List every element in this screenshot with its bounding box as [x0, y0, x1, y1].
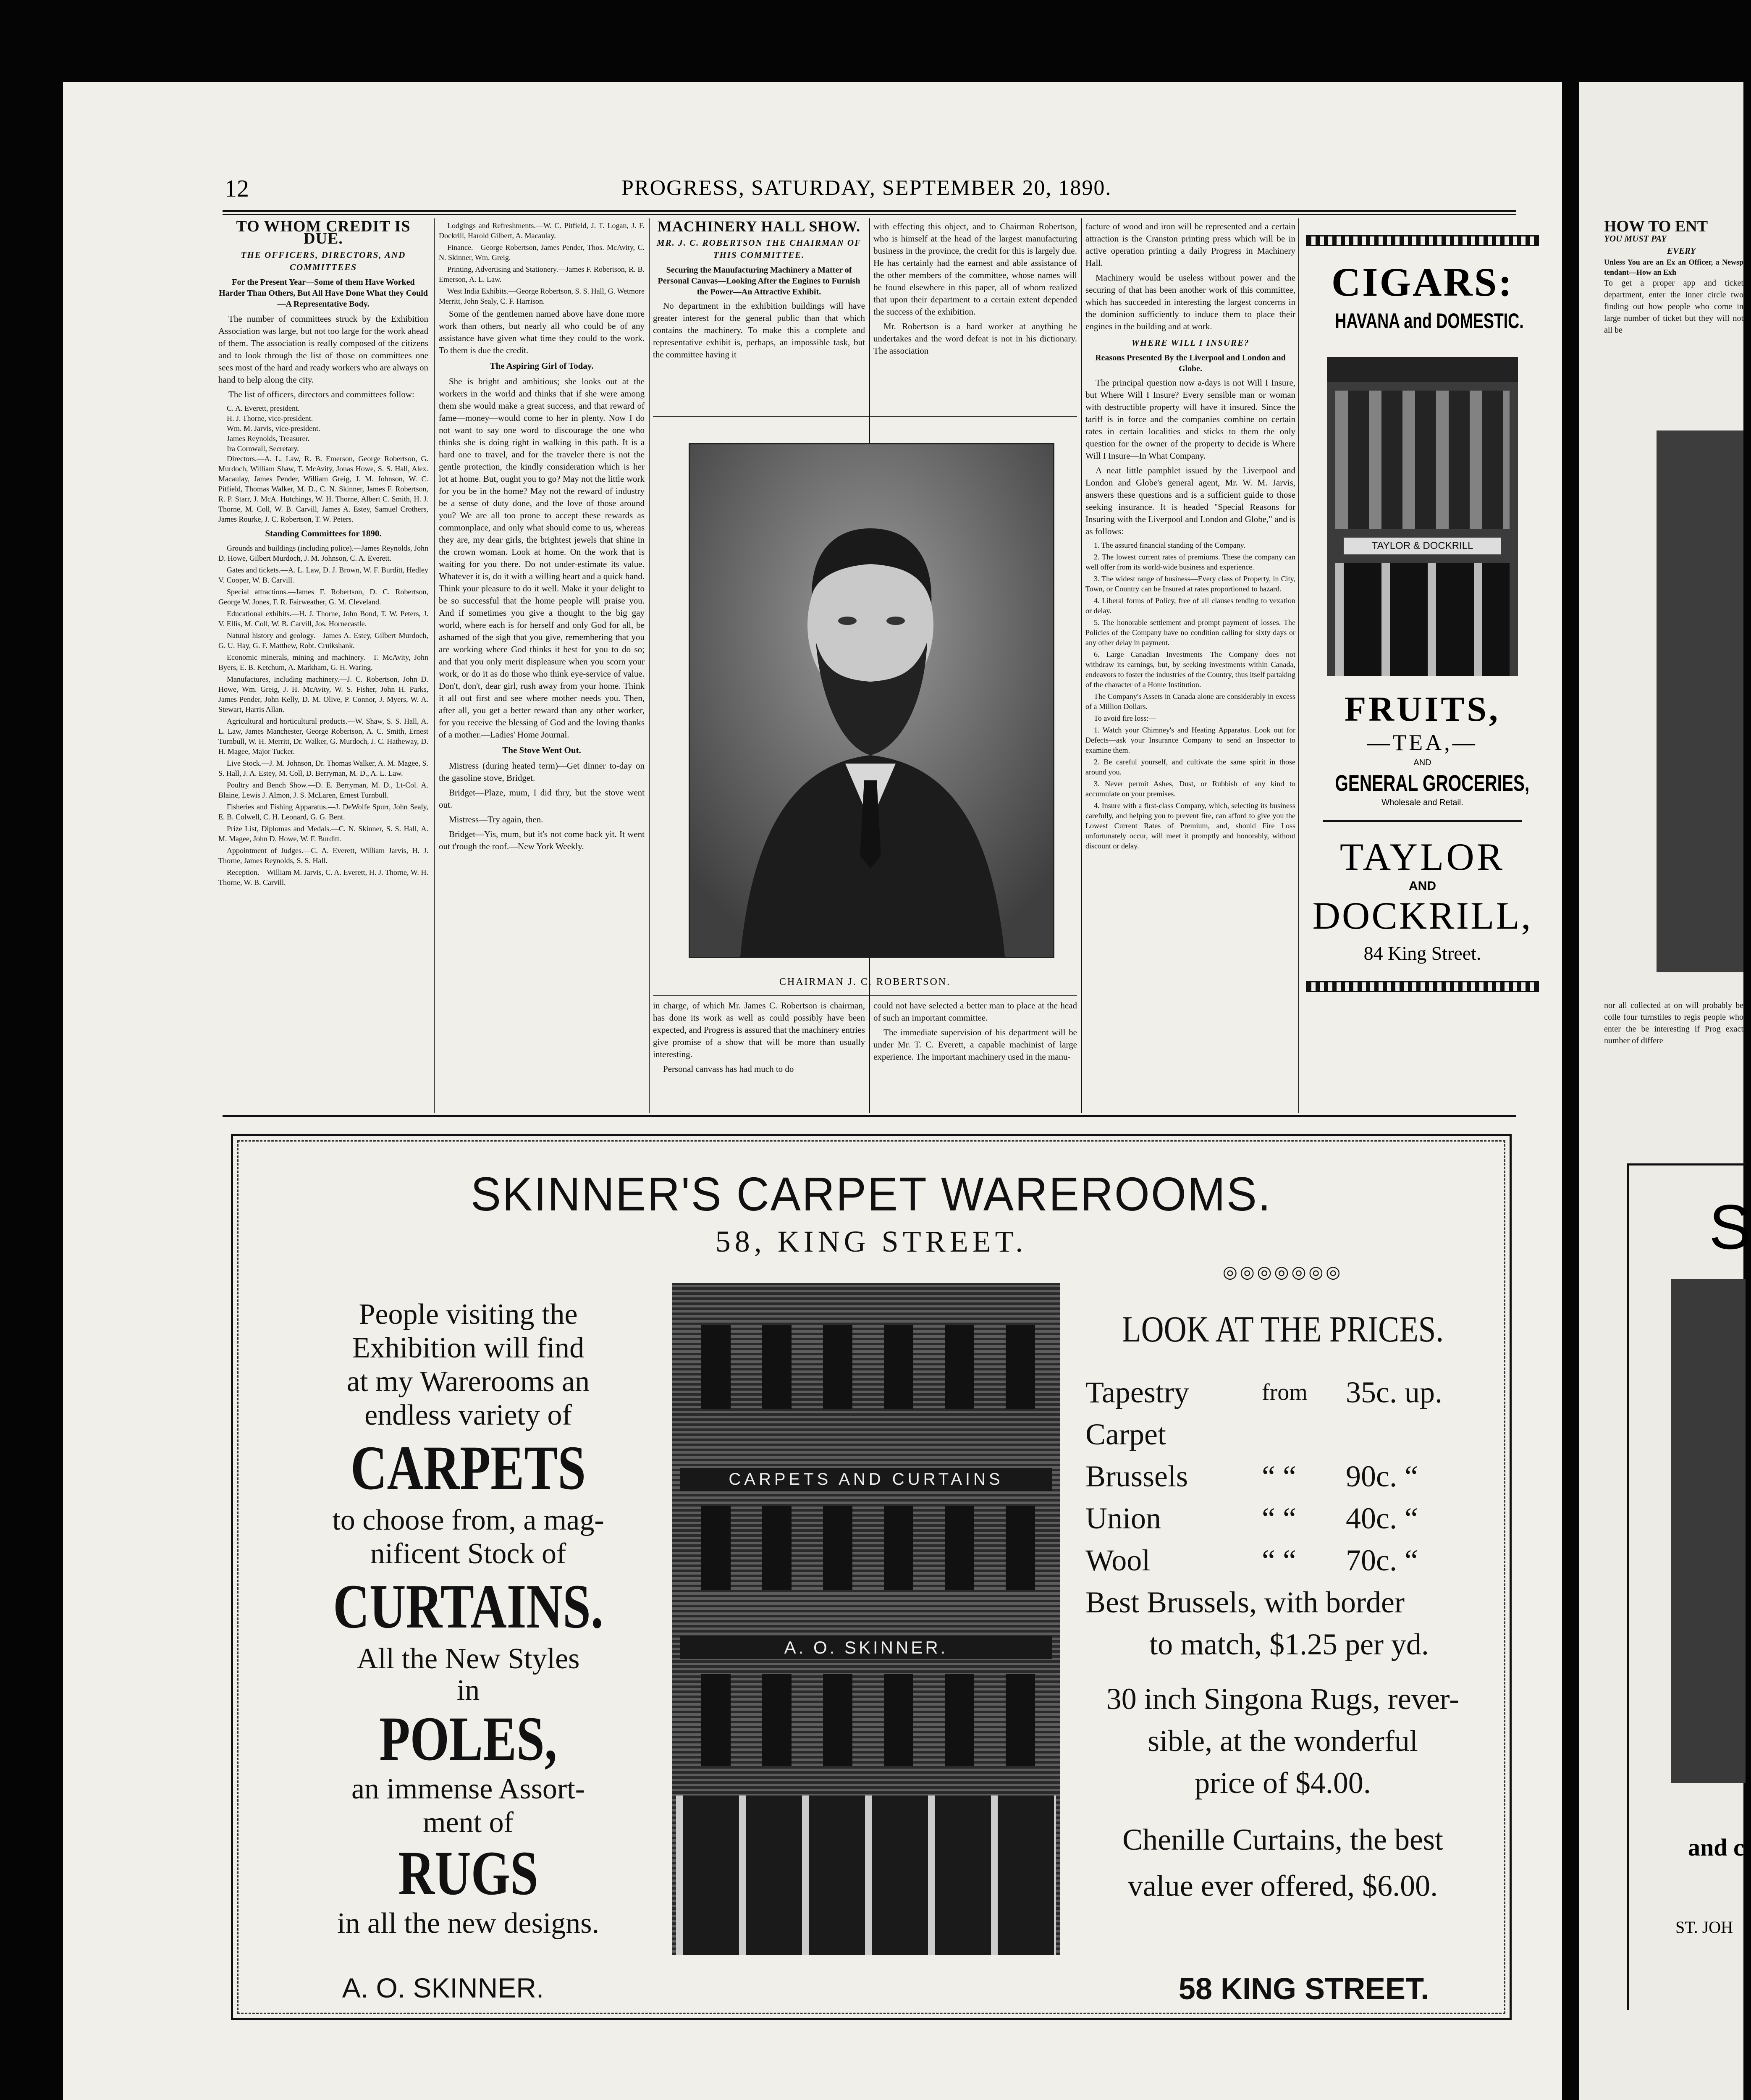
- deck: Reasons Presented By the Liverpool and London and Globe.: [1095, 353, 1286, 373]
- adjacent-ad: [1627, 1163, 1751, 2010]
- adjacent-ad-illustration: [1671, 1279, 1746, 1783]
- ad-border: [1306, 235, 1539, 246]
- committee: Appointment of Judges.—C. A. Everett, William Jarvis, H. J. Thorne, James Reynolds, S. S. Hall.: [218, 846, 428, 865]
- ad-title: SKINNER'S CARPET WAREROOMS.: [471, 1167, 1272, 1221]
- committee: Prize List, Diplomas and Medals.—C. N. Skinner, S. S. Hall, A. M. Magee, John D. Howe, W. F. Burditt.: [218, 824, 428, 843]
- price-value: 35c. up.: [1346, 1376, 1442, 1409]
- ad-line: CARPETS: [350, 1433, 586, 1503]
- ad-line: sible, at the wonderful: [1148, 1724, 1418, 1758]
- price-item: Tapestry Carpet: [1085, 1376, 1189, 1451]
- storefront: [676, 1796, 1056, 1955]
- price-from: “ “: [1262, 1544, 1296, 1577]
- ad-line: People visiting the: [359, 1298, 578, 1331]
- ad-line: RUGS: [398, 1838, 538, 1908]
- list-item: 4. Liberal forms of Policy, free of all clauses tending to vexation or delay.: [1085, 596, 1295, 615]
- windows-row: [684, 1325, 1048, 1409]
- list-item: 5. The honorable settlement and prompt payment of losses. The Policies of the Company have no condition calling for sixty days or any other delay in payment.: [1085, 618, 1295, 647]
- masthead-rule-thin: [223, 214, 1516, 215]
- article-where-insure: [1085, 220, 1295, 1111]
- committee: Economic minerals, mining and machinery.—T. McAvity, John Byers, E. B. Ketchum, A. Markham, G. H. Waring.: [218, 653, 428, 672]
- ad-line: an immense Assort-: [351, 1773, 585, 1805]
- rugs-offer: [1073, 1678, 1493, 1804]
- price-value: 70c. “: [1346, 1544, 1418, 1577]
- paragraph: Personal canvass has had much to do: [663, 1064, 794, 1074]
- ad-line: value ever offered, $6.00.: [1127, 1869, 1438, 1903]
- ad-line: Best Brussels, with border: [1085, 1586, 1405, 1619]
- paragraph: Some of the gentlemen named above have done more work than others, but nearly all who could be of any assistance have given what time they could to the work. To them is due the credit.: [439, 309, 645, 355]
- list-item: 3. Never permit Ashes, Dust, or Rubbish of any kind to accumulate on your premises.: [1085, 780, 1295, 798]
- subheadline: WHERE WILL I INSURE?: [1131, 338, 1250, 348]
- cigar-grocery-ad: [1306, 235, 1539, 1079]
- paragraph: No department in the exhibition buildings will have greater interest for the general public than that which contains the machinery. To make this a complete and representative exhibit is, perhaps, an impossible task, but the committee having it: [653, 301, 865, 360]
- paragraph: She is bright and ambitious; she looks out at the workers in the world and thinks that if she were among them she would make a great success, and that reward of fame—money—would come to her in plenty. Now I do not want to say one word to discourage the one who thinks she is doing right in walking in this path. It is a hard one to travel, and for the traveler there is not the gentle protection, the kindly consideration which is her lot at home. But, ought you to go? May not the little work for you be in the home? May not the reward of industry be a sense of duty done, and the love of those around you? We are all too prone to accept these rewards as commonplace, and only what should come to us, whereas they are, my dear girls, the brightest jewels that shine in the crown woman. Look at home. On the work that is waiting for you there. Do not under-estimate its value. Whatever it is, do it with a willing heart and a quick hand. Think your pleasure to do it well. Make it your delight to be so successful that the home people will praise you. And if sometimes you give a thought to the big gay world, where each is for herself and only God for all, be ashamed of the sigh that you give, remembering that you are working where God thinks it best for you to do so; and that you only merit displeasure when you scorn your work, or do it as do those who think eye-service of value. Don't, don't, dear girl, rush away from your home. Think it all out first and see where mother needs you. Then, after all, you get a better reward than any other worker, for you receive the blessing of God and the loving thanks of a mother.—Ladies' Home Journal.: [439, 376, 645, 740]
- price-from: “ “: [1262, 1460, 1296, 1493]
- ad-line: —TEA,—: [1367, 730, 1478, 755]
- article-machinery-hall: [653, 220, 865, 414]
- officer: Wm. M. Jarvis, vice-president.: [227, 424, 320, 433]
- price-row: [1085, 1497, 1493, 1539]
- price-item: Union: [1085, 1502, 1161, 1535]
- paragraph: Mr. Robertson is a hard worker at anything he undertakes and the word defeat is not in his dictionary. The association: [873, 321, 1077, 356]
- directors-list: Directors.—A. L. Law, R. B. Emerson, George Robertson, G. Murdoch, William Shaw, T. McAvity, Jonas Howe, S. S. Hall, Alex. Macaulay, James Pender, William Greig, J. M. Johnson, W. C. Pitfield, Thomas Walker, M. D., C. N. Skinner, James F. Robertson, R. P. Starr, J. McA. Hutchings, W. H. Thorne, Albert C. Smith, H. J. Thorne, M. Coll, W. B. Carvill, James A. Estey, Samuel Crothers, James Rourke, J. C. Robertson, T. W. Peters.: [218, 454, 428, 523]
- ornament: ◎◎◎◎◎◎◎: [1222, 1263, 1343, 1281]
- price-item: Wool: [1085, 1544, 1151, 1577]
- paragraph: The principal question now a-days is not Will I Insure, but Where Will I Insure? Every sensible man or woman with destructible property will have it insured. Since the tariff is in force and the companies combine on certain rates in certain localities and sticks to them the only question for the owner of the property to decide is Where Will I Insure—In What Company.: [1085, 378, 1295, 461]
- ad-footer-right: 58 KING STREET.: [1178, 1972, 1429, 2006]
- price-value: 90c. “: [1346, 1460, 1418, 1493]
- warehouse-illustration: [672, 1283, 1060, 1955]
- paragraph: Bridget—Plaze, mum, I did thry, but the stove went out.: [439, 788, 645, 810]
- committee: Educational exhibits.—H. J. Thorne, John Bond, T. W. Peters, J. V. Ellis, M. Coll, W. B. Carvill, Jos. Hornecastle.: [218, 609, 428, 628]
- committee: Agricultural and horticultural products.—W. Shaw, S. S. Hall, A. L. Law, James Manchester, George Robertson, A. C. Smith, Ernest Turnbull, W. H. Merritt, Dr. Walker, G. Murdoch, J. C. Hatheway, D. H. Magee, Major Tucker.: [218, 717, 428, 756]
- price-from: “ “: [1262, 1502, 1296, 1535]
- price-from: from: [1262, 1379, 1308, 1405]
- headline: TO WHOM CREDIT IS DUE.: [236, 218, 411, 247]
- column-rule: [649, 218, 650, 1113]
- headline: MACHINERY HALL SHOW.: [657, 218, 861, 235]
- committee: Fisheries and Fishing Apparatus.—J. DeWolfe Spurr, John Sealy, E. B. Colwell, C. H. Leonard, G. G. Bent.: [218, 803, 428, 821]
- paragraph: Bridget—Yis, mum, but it's not come back yit. It went out t'rough the roof.—New York Weekly.: [439, 829, 645, 851]
- masthead-title: PROGRESS, SATURDAY, SEPTEMBER 20, 1890.: [621, 176, 1112, 200]
- portrait-caption: CHAIRMAN J. C. ROBERTSON.: [779, 976, 951, 987]
- list-item: 1. Watch your Chimney's and Heating Apparatus. Look out for Defects—ask your Insurance Company to send an Inspector to examine them.: [1085, 726, 1295, 754]
- chenille-offer: [1073, 1816, 1493, 1909]
- ad-footer-left: A. O. SKINNER.: [342, 1972, 544, 2003]
- ad-border: [1306, 981, 1539, 992]
- price-row: [1085, 1539, 1493, 1581]
- page-number: 12: [225, 175, 249, 202]
- ad-line: Wholesale and Retail.: [1381, 798, 1463, 807]
- committee: Finance.—George Robertson, James Pender, Thos. McAvity, C. N. Skinner, Wm. Greig.: [439, 243, 645, 262]
- ad-line: endless variety of: [364, 1399, 572, 1431]
- officer: C. A. Everett, president.: [227, 404, 300, 412]
- committee: West India Exhibits.—George Robertson, S. S. Hall, G. Wetmore Merritt, John Sealy, C. F. Harrison.: [439, 287, 645, 305]
- adjacent-headline: HOW TO ENT: [1604, 218, 1708, 235]
- ad-line: CIGARS:: [1331, 260, 1514, 304]
- paragraph: A neat little pamphlet issued by the Liverpool and London and Globe's general agent, Mr. W. M. Jarvis, answers these questions and is a sufficient guide to those seeking insurance. It is headed "Special Reasons for Insuring with the Liverpool and London and Globe," and is as follows:: [1085, 465, 1295, 536]
- column-rule: [1298, 218, 1299, 1113]
- ad-line: 84 King Street.: [1363, 942, 1481, 964]
- price-value: 40c. “: [1346, 1502, 1418, 1535]
- ad-address: 58, KING STREET.: [715, 1225, 1028, 1258]
- deck: Securing the Manufacturing Machinery a Matter of Personal Canvas—Looking After the Engines to Furnish the Power—An Attractive Exhibit.: [658, 265, 860, 297]
- adjacent-portrait: [1657, 430, 1743, 972]
- committee: Lodgings and Refreshments.—W. C. Pitfield, J. T. Logan, J. F. Dockrill, Harold Gilbert, A. Macaulay.: [439, 221, 645, 240]
- list-item: 2. The lowest current rates of premiums. These the company can well offer from its world-wide business and experience.: [1085, 553, 1295, 571]
- officer: James Reynolds, Treasurer.: [227, 434, 309, 443]
- portrait-rule: [653, 416, 1077, 417]
- section-heading: The Stove Went Out.: [502, 745, 581, 755]
- adjacent-paragraph: nor all collected at on will probably be colle four turnstiles to regis people who enter the be interesting if Prog exact number of differe: [1604, 1001, 1743, 1045]
- ad-line: POLES,: [379, 1704, 557, 1774]
- ad-line: HAVANA and DOMESTIC.: [1335, 309, 1524, 333]
- subheadline: MR. J. C. ROBERTSON THE CHAIRMAN OF THIS COMMITTEE.: [656, 238, 862, 260]
- adjacent-article: [1604, 220, 1743, 430]
- committee: Special attractions.—James F. Robertson, D. C. Robertson, George W. Jones, F. R. Fairweather, G. M. Cleveland.: [218, 588, 428, 606]
- ad-line: GENERAL GROCERIES,: [1335, 771, 1530, 796]
- officer: Ira Cornwall, Secretary.: [227, 444, 299, 453]
- paragraph: Mistress (during heated term)—Get dinner to-day on the gasoline stove, Bridget.: [439, 761, 645, 783]
- ad-line: Chenille Curtains, the best: [1122, 1823, 1443, 1856]
- ad-line: 30 inch Singona Rugs, rever-: [1106, 1682, 1460, 1716]
- price-row: [1085, 1455, 1493, 1497]
- committee: Reception.—William M. Jarvis, C. A. Everett, H. J. Thorne, W. H. Thorne, W. B. Carvill.: [218, 868, 428, 887]
- paragraph: with effecting this object, and to Chairman Robertson, who is himself at the head of the largest manufacturing business in the province, the credit for this is largely due. He has certainly had the earnest and able assistance of the other members of the committee, whose names will be found elsewhere in this paper, all of whom realized that upon their department to a certain extent depended the success of the exhibition.: [873, 221, 1077, 317]
- building-sign-top: CARPETS AND CURTAINS: [680, 1468, 1052, 1491]
- committee: Poultry and Bench Show.—D. E. Berryman, M. D., Lt-Col. A. Blaine, Lewis J. Almon, J. S. McLaren, Ernest Turnbull.: [218, 781, 428, 799]
- ad-line: TAYLOR: [1339, 835, 1505, 878]
- paragraph: The number of committees struck by the Exhibition Association was large, but not too large for the work ahead of them. The association is really composed of the citizens and to look through the list of those on committees one sees most of the hard and ready workers who are always on hand to help along the city.: [218, 314, 428, 385]
- article-to-whom-credit: [218, 220, 428, 1111]
- windows-row: [684, 1506, 1048, 1590]
- adjacent-subhead: YOU MUST PAY: [1604, 234, 1667, 244]
- upper-windows: [1335, 391, 1510, 529]
- adjacent-deck: Unless You are an Ex an Officer, a Newsp tendant—How an Exh: [1604, 258, 1743, 276]
- committee: Printing, Advertising and Stationery.—James F. Robertson, R. B. Emerson, A. L. Law.: [439, 265, 645, 284]
- adjacent-ad-letter: S: [1709, 1192, 1751, 1262]
- price-item: Brussels: [1085, 1460, 1188, 1493]
- paragraph: Machinery would be useless without power and the securing of that has been another work of this committee, which has succeeded in interesting the largest concerns in the dominion sufficiently to induce them to place their engines in the building and at work.: [1085, 273, 1295, 331]
- ad-line: AND: [1413, 758, 1431, 767]
- ad-line: in all the new designs.: [337, 1907, 600, 1940]
- ad-line: FRUITS,: [1344, 690, 1501, 729]
- column-rule: [434, 218, 435, 1113]
- masthead-rule: [223, 210, 1516, 212]
- ad-line: Exhibition will find: [352, 1332, 585, 1364]
- skinner-carpet-ad: [231, 1134, 1512, 2020]
- section-heading: The Aspiring Girl of Today.: [490, 361, 594, 371]
- ad-line: in: [456, 1674, 480, 1706]
- paragraph: Mistress—Try again, then.: [449, 814, 543, 824]
- section-rule: [223, 1115, 1516, 1117]
- ad-line: nificent Stock of: [370, 1538, 566, 1570]
- ad-line: CURTAINS.: [333, 1572, 603, 1641]
- list-item: 6. Large Canadian Investments—The Company does not withdraw its earnings, but, by seeking investments within Canada, endeavors to foster the industries of the Country, thus itself partaking of the character of a Home Institution.: [1085, 650, 1295, 689]
- ad-line: to choose from, a mag-: [332, 1504, 604, 1536]
- list-item: 4. Insure with a first-class Company, which, selecting its business carefully, and helping you to prevent fire, can afford to give you the Lowest Current Rates of Premium, and, should Fire Loss unfortunately occur, will meet it promptly and honorably, without discount or delay.: [1085, 801, 1295, 850]
- list-item: 1. The assured financial standing of the Company.: [1094, 541, 1245, 549]
- committee: Manufactures, including machinery.—J. C. Robertson, John D. Howe, Wm. Greig, J. H. McAvity, W. S. Fisher, John H. Parks, James Pender, John Kelly, D. M. Olive, P. Connor, J. Myers, W. A. Stewart, Harris Allan.: [218, 675, 428, 714]
- store-illustration: [1327, 357, 1518, 676]
- building-sign-mid: A. O. SKINNER.: [680, 1636, 1052, 1659]
- ad-line: AND: [1409, 879, 1436, 893]
- ad-line: at my Warerooms an: [346, 1365, 590, 1398]
- column-rule: [1081, 218, 1082, 1113]
- list-item: 3. The widest range of business—Every class of Property, in City, Town, or Country can be Insured at rates proportioned to hazard.: [1085, 575, 1295, 593]
- committee: Gates and tickets.—A. L. Law, D. J. Brown, W. F. Burditt, Hedley V. Cooper, W. B. Carvill.: [218, 566, 428, 584]
- paragraph: in charge, of which Mr. James C. Robertson is chairman, has done its work as well as could possibly have been expected, and Progress is assured that the machinery entries give promise of a show that will be more than usually interesting.: [653, 1000, 865, 1059]
- list-item: To avoid fire loss:—: [1094, 714, 1156, 722]
- portrait-rule: [653, 995, 1077, 996]
- prices-heading: LOOK AT THE PRICES.: [1122, 1309, 1444, 1350]
- list-item: 2. Be careful yourself, and cultivate the same spirit in those around you.: [1085, 758, 1295, 776]
- paragraph: The list of officers, directors and committees follow:: [228, 389, 414, 399]
- officer: H. J. Thorne, vice-president.: [227, 414, 313, 423]
- ad-line: ment of: [423, 1806, 514, 1839]
- cornice: [1327, 357, 1518, 382]
- subheadline: THE OFFICERS, DIRECTORS, AND COMMITTEES: [241, 250, 406, 272]
- adjacent-ad-line: ST. JOH: [1675, 1918, 1733, 1937]
- ad-line: to match, $1.25 per yd.: [1149, 1628, 1429, 1661]
- article-machinery-bottom: [653, 1000, 865, 1111]
- committee: Live Stock.—J. M. Johnson, Dr. Thomas Walker, A. M. Magee, S. S. Hall, J. A. Estey, M. Coll, D. Berryman, M. D., A. L. Law.: [218, 759, 428, 777]
- adjacent-ad-line: and c: [1688, 1834, 1744, 1861]
- ad-line: DOCKRILL,: [1312, 894, 1533, 937]
- portrait-engraving: [690, 444, 1053, 957]
- adjacent-subhead: EVERY: [1667, 246, 1696, 256]
- ad-divider: [1323, 820, 1522, 822]
- paragraph: could not have selected a better man to place at the head of such an important committee.: [873, 1000, 1077, 1023]
- committee: Grounds and buildings (including police).—James Reynolds, John D. Howe, Gilbert Murdoch, J. M. Johnson, C. A. Everett.: [218, 544, 428, 562]
- list-item: The Company's Assets in Canada alone are considerably in excess of a Million Dollars.: [1085, 692, 1295, 711]
- paragraph: The immediate supervision of his department will be under Mr. T. C. Everett, a capable machinist of large experience. The important machinery used in the manu-: [873, 1027, 1077, 1062]
- article-machinery-bottom-cont: [873, 1000, 1077, 1111]
- article-committees-cont: [439, 220, 645, 1111]
- ad-line: price of $4.00.: [1195, 1766, 1371, 1800]
- ad-left-text: [258, 1298, 678, 1940]
- shopfront: [1335, 563, 1510, 676]
- store-sign: TAYLOR & DOCKRILL: [1344, 538, 1501, 554]
- portrait-image: [689, 443, 1054, 958]
- price-row: [1085, 1371, 1493, 1455]
- price-list: [1085, 1371, 1493, 1665]
- adjacent-paragraph: To get a proper app and ticket department, enter the inner circle two finding out how people who come in large number of ticket but they will not all be: [1604, 278, 1743, 335]
- article-machinery-cont: [873, 220, 1077, 414]
- committee: Natural history and geology.—James A. Estey, Gilbert Murdoch, G. U. Hay, G. F. Matthew, Robt. Cruikshank.: [218, 631, 428, 650]
- ad-line: All the New Styles: [356, 1643, 580, 1675]
- paragraph: facture of wood and iron will be represented and a certain attraction is the Cranston printing press which will be in active operation printing a daily Progress in Machinery Hall.: [1085, 221, 1295, 268]
- deck: For the Present Year—Some of them Have Worked Harder Than Others, But All Have Done What they Could—A Representative Body.: [219, 278, 428, 309]
- windows-row: [684, 1674, 1048, 1766]
- section-heading: Standing Committees for 1890.: [265, 528, 382, 538]
